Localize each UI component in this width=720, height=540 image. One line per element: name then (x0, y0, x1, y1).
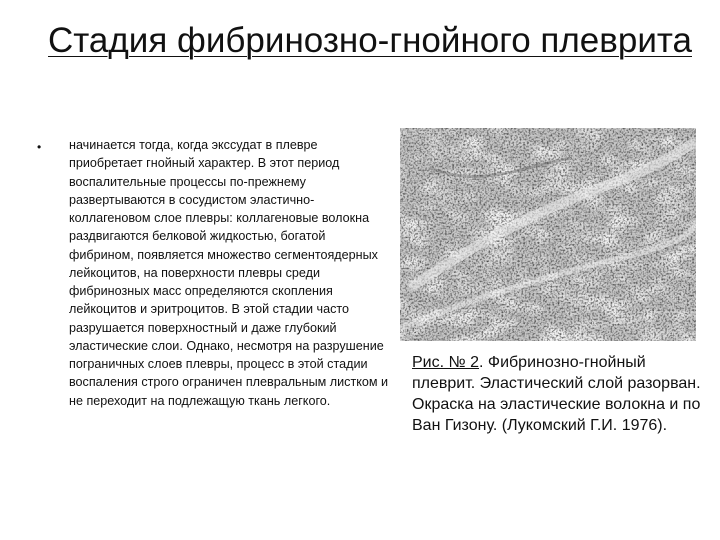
slide-title: Стадия фибринозно-гнойного плеврита (48, 21, 692, 60)
figure-reference: Рис. № 2 (412, 354, 480, 371)
body-paragraph: начинается тогда, когда экссудат в плевре приобретает гнойный характер. В этот период воспалительные процессы по-прежнему развертываются в сосудистом эластично-коллагеновом слое плевры: коллагеновые волокна раздвигаются белковой жидкостью, богатой фибрином, появляется множество сегментоядерных лейкоцитов, на поверхности плевры среди фибринозных масс определяются скопления лейкоцитов и эритроцитов. В этой стадии часто разрушается поверхностный и даже глубокий эластические слои. Однако, несмотря на разрушение пограничных слоев плевры, процесс в этой стадии воспаления строго ограничен плевральным листком и не переходит на подлежащую ткань легкого. (69, 138, 389, 408)
bullet-marker: • (37, 140, 42, 154)
histology-micrograph-icon (400, 128, 696, 341)
figure-caption (412, 352, 702, 436)
figure-caption-text: . Фибринозно-гнойный плеврит. Эластический слой разорван. Окраска на эластические волокна и по Ван Гизону. (Лукомский Г.И. 1976). (412, 354, 701, 434)
